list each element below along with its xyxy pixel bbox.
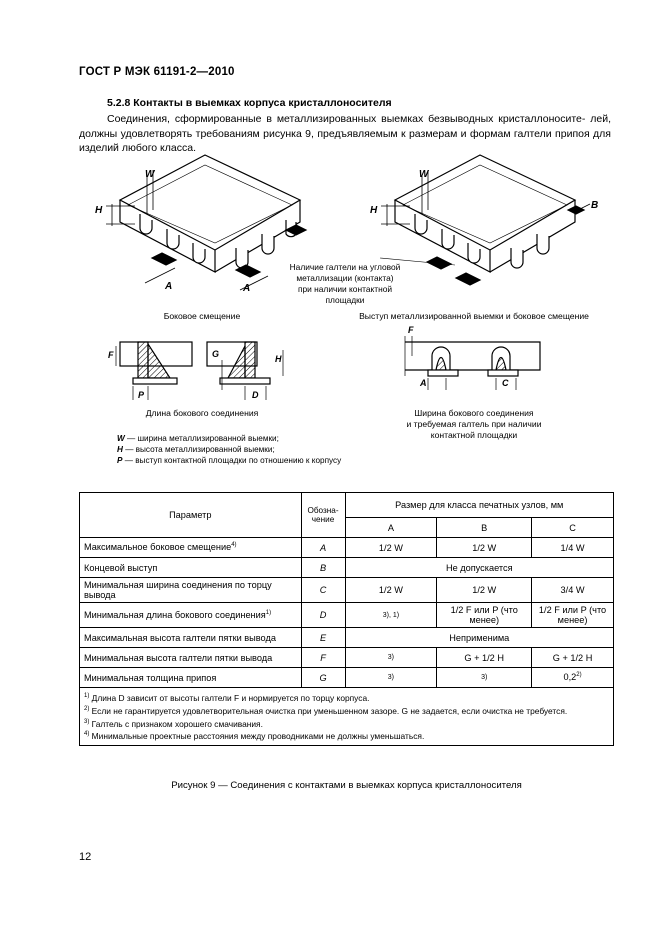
label-B-right: B bbox=[591, 200, 599, 211]
figure-caption: Рисунок 9 — Соединения с контактами в выемках корпуса кристаллоносителя bbox=[171, 780, 522, 791]
section-heading: 5.2.8 Контакты в выемках корпуса кристаллоносителя bbox=[107, 97, 392, 109]
label-A-right: A bbox=[420, 378, 427, 388]
table-note: $^{1)}$ Длина D зависит от высоты галтели F и нормируется по торцу корпуса. bbox=[84, 692, 370, 703]
parameter-table bbox=[79, 492, 614, 746]
caption-overhang: Выступ металлизированной выемки и боковое смещение bbox=[359, 311, 589, 321]
table-row: Минимальная толщина припоя G 3) 3) 0,2$^{2)}$ bbox=[80, 668, 614, 688]
legend-item: W — ширина металлизированной выемки; bbox=[117, 434, 279, 443]
svg-text:контактной площадки: контактной площадки bbox=[430, 430, 518, 440]
table-row: Минимальная длина бокового соединения$^{1)}$ D 3), 1) 1/2 F или P (что менее) 1/2 F или P (что менее) bbox=[80, 603, 614, 628]
table-row: Минимальная ширина соединения по торцу вывода C 1/2 W 1/2 W 3/4 W bbox=[80, 578, 614, 603]
svg-text:металлизации (контакта): металлизации (контакта) bbox=[296, 273, 394, 283]
col-header-symbol: Обозна- чение bbox=[301, 493, 345, 538]
cross-section-left-1 bbox=[116, 342, 192, 400]
table-note: $^{3)}$ Галтель с признаком хорошего смачивания. bbox=[84, 718, 263, 729]
label-W-left: W bbox=[145, 169, 155, 180]
legend-item: H — высота металлизированной выемки; bbox=[117, 445, 275, 454]
svg-text:Наличие галтели на угловой: Наличие галтели на угловой bbox=[289, 262, 401, 272]
chip-carrier-right bbox=[380, 155, 590, 285]
table-row: Максимальная высота галтели пятки вывода E Неприменима bbox=[80, 628, 614, 648]
table-notes bbox=[80, 688, 614, 746]
label-F-section: F bbox=[108, 350, 114, 360]
caption-side-width bbox=[406, 408, 541, 440]
col-header-class-b: B bbox=[437, 518, 532, 538]
label-G-section: G bbox=[212, 349, 220, 359]
label-F-right: F bbox=[408, 325, 414, 335]
svg-text:при наличии контактной: при наличии контактной bbox=[297, 284, 393, 294]
label-A-left: A bbox=[165, 281, 173, 292]
col-header-size: Размер для класса печатных узлов, мм bbox=[345, 493, 613, 518]
label-D-section: D bbox=[252, 390, 259, 400]
chip-carrier-left bbox=[106, 155, 306, 290]
label-H-section: H bbox=[275, 354, 282, 364]
caption-side-offset: Боковое смещение bbox=[163, 311, 241, 321]
svg-text:и требуемая галтель при наличи: и требуемая галтель при наличии bbox=[406, 419, 542, 429]
legend-item: P — выступ контактной площадки по отношению к корпусу bbox=[117, 456, 342, 465]
page-number: 12 bbox=[79, 851, 92, 863]
callout-fillet bbox=[290, 262, 401, 305]
svg-text:Ширина бокового соединения: Ширина бокового соединения bbox=[414, 408, 534, 418]
figure-legend bbox=[117, 433, 341, 466]
table-row: Максимальное боковое смещение$^{4)}$ A 1/2 W 1/2 W 1/4 W bbox=[80, 538, 614, 558]
document-header: ГОСТ Р МЭК 61191-2—2010 bbox=[79, 66, 235, 78]
table-note: $^{4)}$ Минимальные проектные расстояния между проводниками не должны уменьшаться. bbox=[84, 731, 425, 742]
table-row: Минимальная высота галтели пятки вывода F 3) G + 1/2 H G + 1/2 H bbox=[80, 648, 614, 668]
col-header-class-a: A bbox=[345, 518, 437, 538]
label-P-section: P bbox=[138, 390, 145, 400]
caption-side-length: Длина бокового соединения bbox=[145, 408, 259, 418]
col-header-class-c: C bbox=[532, 518, 614, 538]
col-header-param: Параметр bbox=[80, 493, 302, 538]
table-row: Концевой выступ B Не допускается bbox=[80, 558, 614, 578]
label-H-left: H bbox=[95, 205, 103, 216]
svg-text:площадки: площадки bbox=[325, 295, 365, 305]
paragraph-text: Соединения, сформированные в металлизированных выемках безвыводных кристаллоносите- лей, должны удовлетворять требованиям рисунка 9, предъявляемым к размерам и формам галтели припоя для изделий любого класса. bbox=[79, 113, 611, 155]
table-note: $^{2)}$ Если не гарантируется удовлетворительная очистка при уменьшенном зазоре. G не задается, если очистка не требуется. bbox=[84, 705, 568, 716]
label-C-right: C bbox=[502, 378, 509, 388]
label-W-right: W bbox=[419, 169, 429, 180]
label-A2-left: A bbox=[243, 283, 251, 294]
label-H-right: H bbox=[370, 205, 378, 216]
